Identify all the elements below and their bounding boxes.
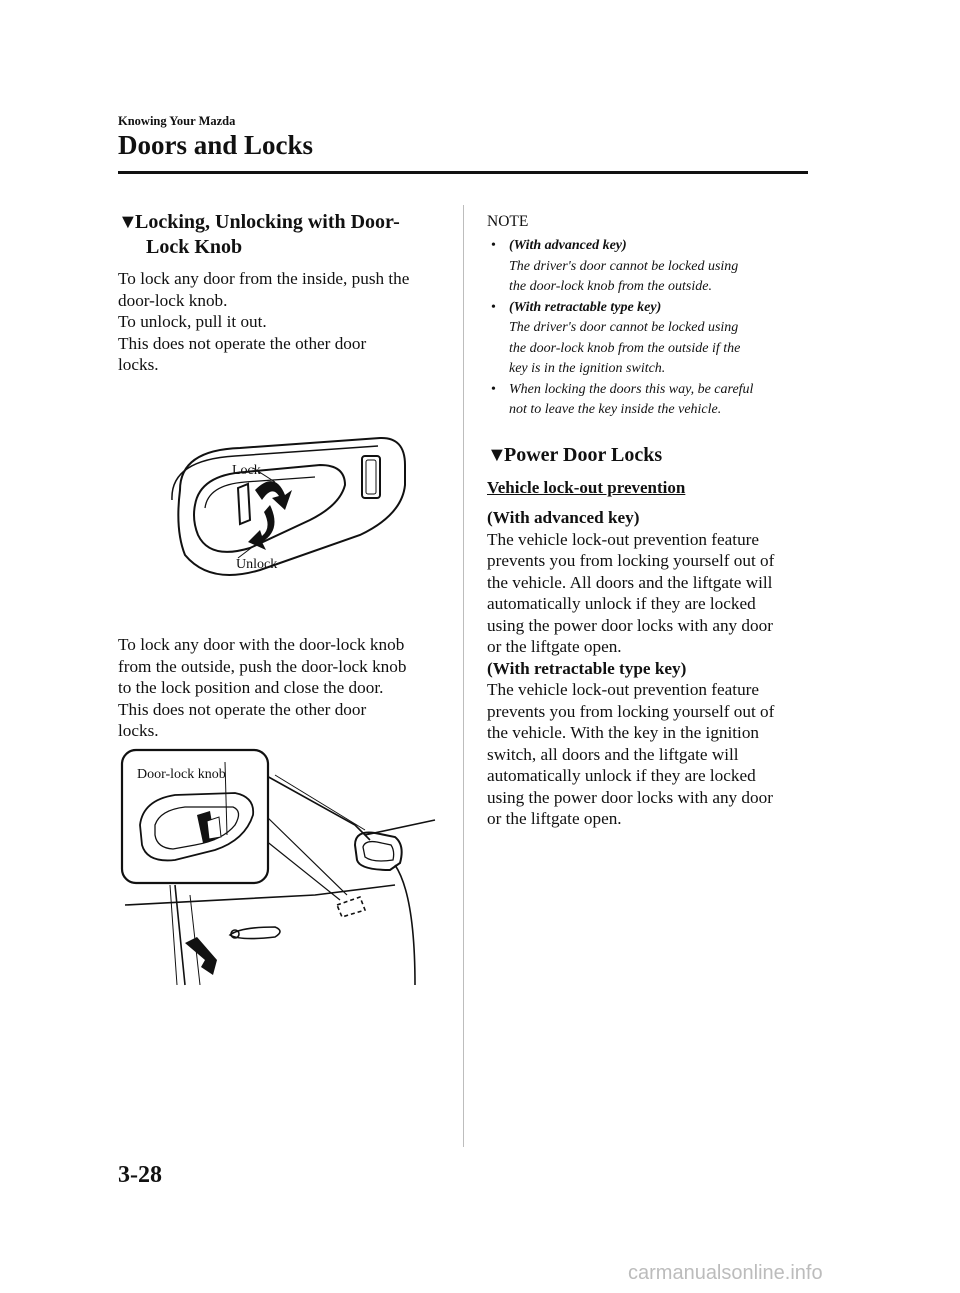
door-lock-knob-shape — [238, 484, 250, 524]
triangle-bullet-icon: ▼ — [487, 444, 507, 466]
lockout-advanced-key: (With advanced key) The vehicle lock-out prevention feature prevents you from locking yourself out of the vehicle. All doors and the liftgate will automatically unlock if they are locked using the power door locks with any door or the liftgate open. (With retractable type key) The vehicle lock-out prevention feature prevents you from locking yourself out of the vehicle. With the key in the ignition switch, all doors and the liftgate will automatically unlock if they are locked using the power door locks with any door or the liftgate open. — [487, 508, 775, 828]
triangle-bullet-icon: ▼ — [118, 211, 138, 233]
label-lock: Lock — [232, 463, 261, 478]
lock-slider-inner — [366, 460, 376, 494]
inset-knob-face — [207, 817, 221, 839]
heading-power-door-locks: ▼Power Door Locks — [487, 444, 663, 466]
label-door-lock-knob: Door-lock knob — [137, 767, 226, 782]
figure-door-exterior — [115, 745, 445, 990]
door-rear-edge — [395, 865, 415, 985]
label-unlock: Unlock — [236, 557, 278, 572]
door-front-edge — [175, 885, 185, 985]
header-rule — [118, 171, 808, 174]
bullet-icon: • — [491, 381, 496, 397]
note-item: • When locking the doors this way, be careful not to leave the key inside the vehicle. — [491, 381, 754, 417]
page-number: 3-28 — [118, 1162, 162, 1188]
section-label: Knowing Your Mazda — [118, 114, 236, 128]
lock-slider — [362, 456, 380, 498]
pillar-line-2 — [275, 775, 365, 830]
inset-connector-2 — [265, 840, 340, 900]
note-list — [489, 236, 809, 421]
note-title: NOTE — [487, 213, 529, 230]
paragraph-outside-lock: To lock any door with the door-lock knob from the outside, push the door-lock knob to the lock position and close the door. This does not operate the other door locks. — [118, 635, 407, 740]
paragraph-inside-lock: To lock any door from the inside, push the door-lock knob. To unlock, pull it out. This does not operate the other door locks. — [118, 269, 410, 374]
note-item: • (With advanced key) The driver's door cannot be locked using the door-lock knob from the outside. — [491, 238, 739, 294]
chapter-title: Doors and Locks — [118, 130, 314, 160]
push-arrow-icon — [185, 937, 217, 975]
beltline — [125, 885, 395, 905]
bullet-icon: • — [491, 299, 496, 315]
knob-location-marker — [337, 897, 365, 917]
subheading-lockout-prevention: Vehicle lock-out prevention — [487, 478, 686, 497]
bullet-icon: • — [491, 238, 496, 253]
note-item: • (With retractable type key) The driver's door cannot be locked using the door-lock knob from the outside if the key is in the ignition switch. — [491, 299, 741, 376]
side-mirror-glass — [363, 842, 394, 861]
unlock-arrow-icon — [248, 505, 275, 550]
inset-connector-1 — [265, 815, 347, 895]
side-mirror — [355, 833, 402, 871]
lock-arrow-icon — [255, 481, 292, 510]
column-divider — [463, 205, 464, 1147]
heading-locking-unlocking: ▼Locking, Unlocking with Door- Lock Knob — [118, 211, 400, 258]
watermark: carmanualsonline.info — [628, 1262, 823, 1284]
figure-inside-handle — [150, 430, 420, 590]
